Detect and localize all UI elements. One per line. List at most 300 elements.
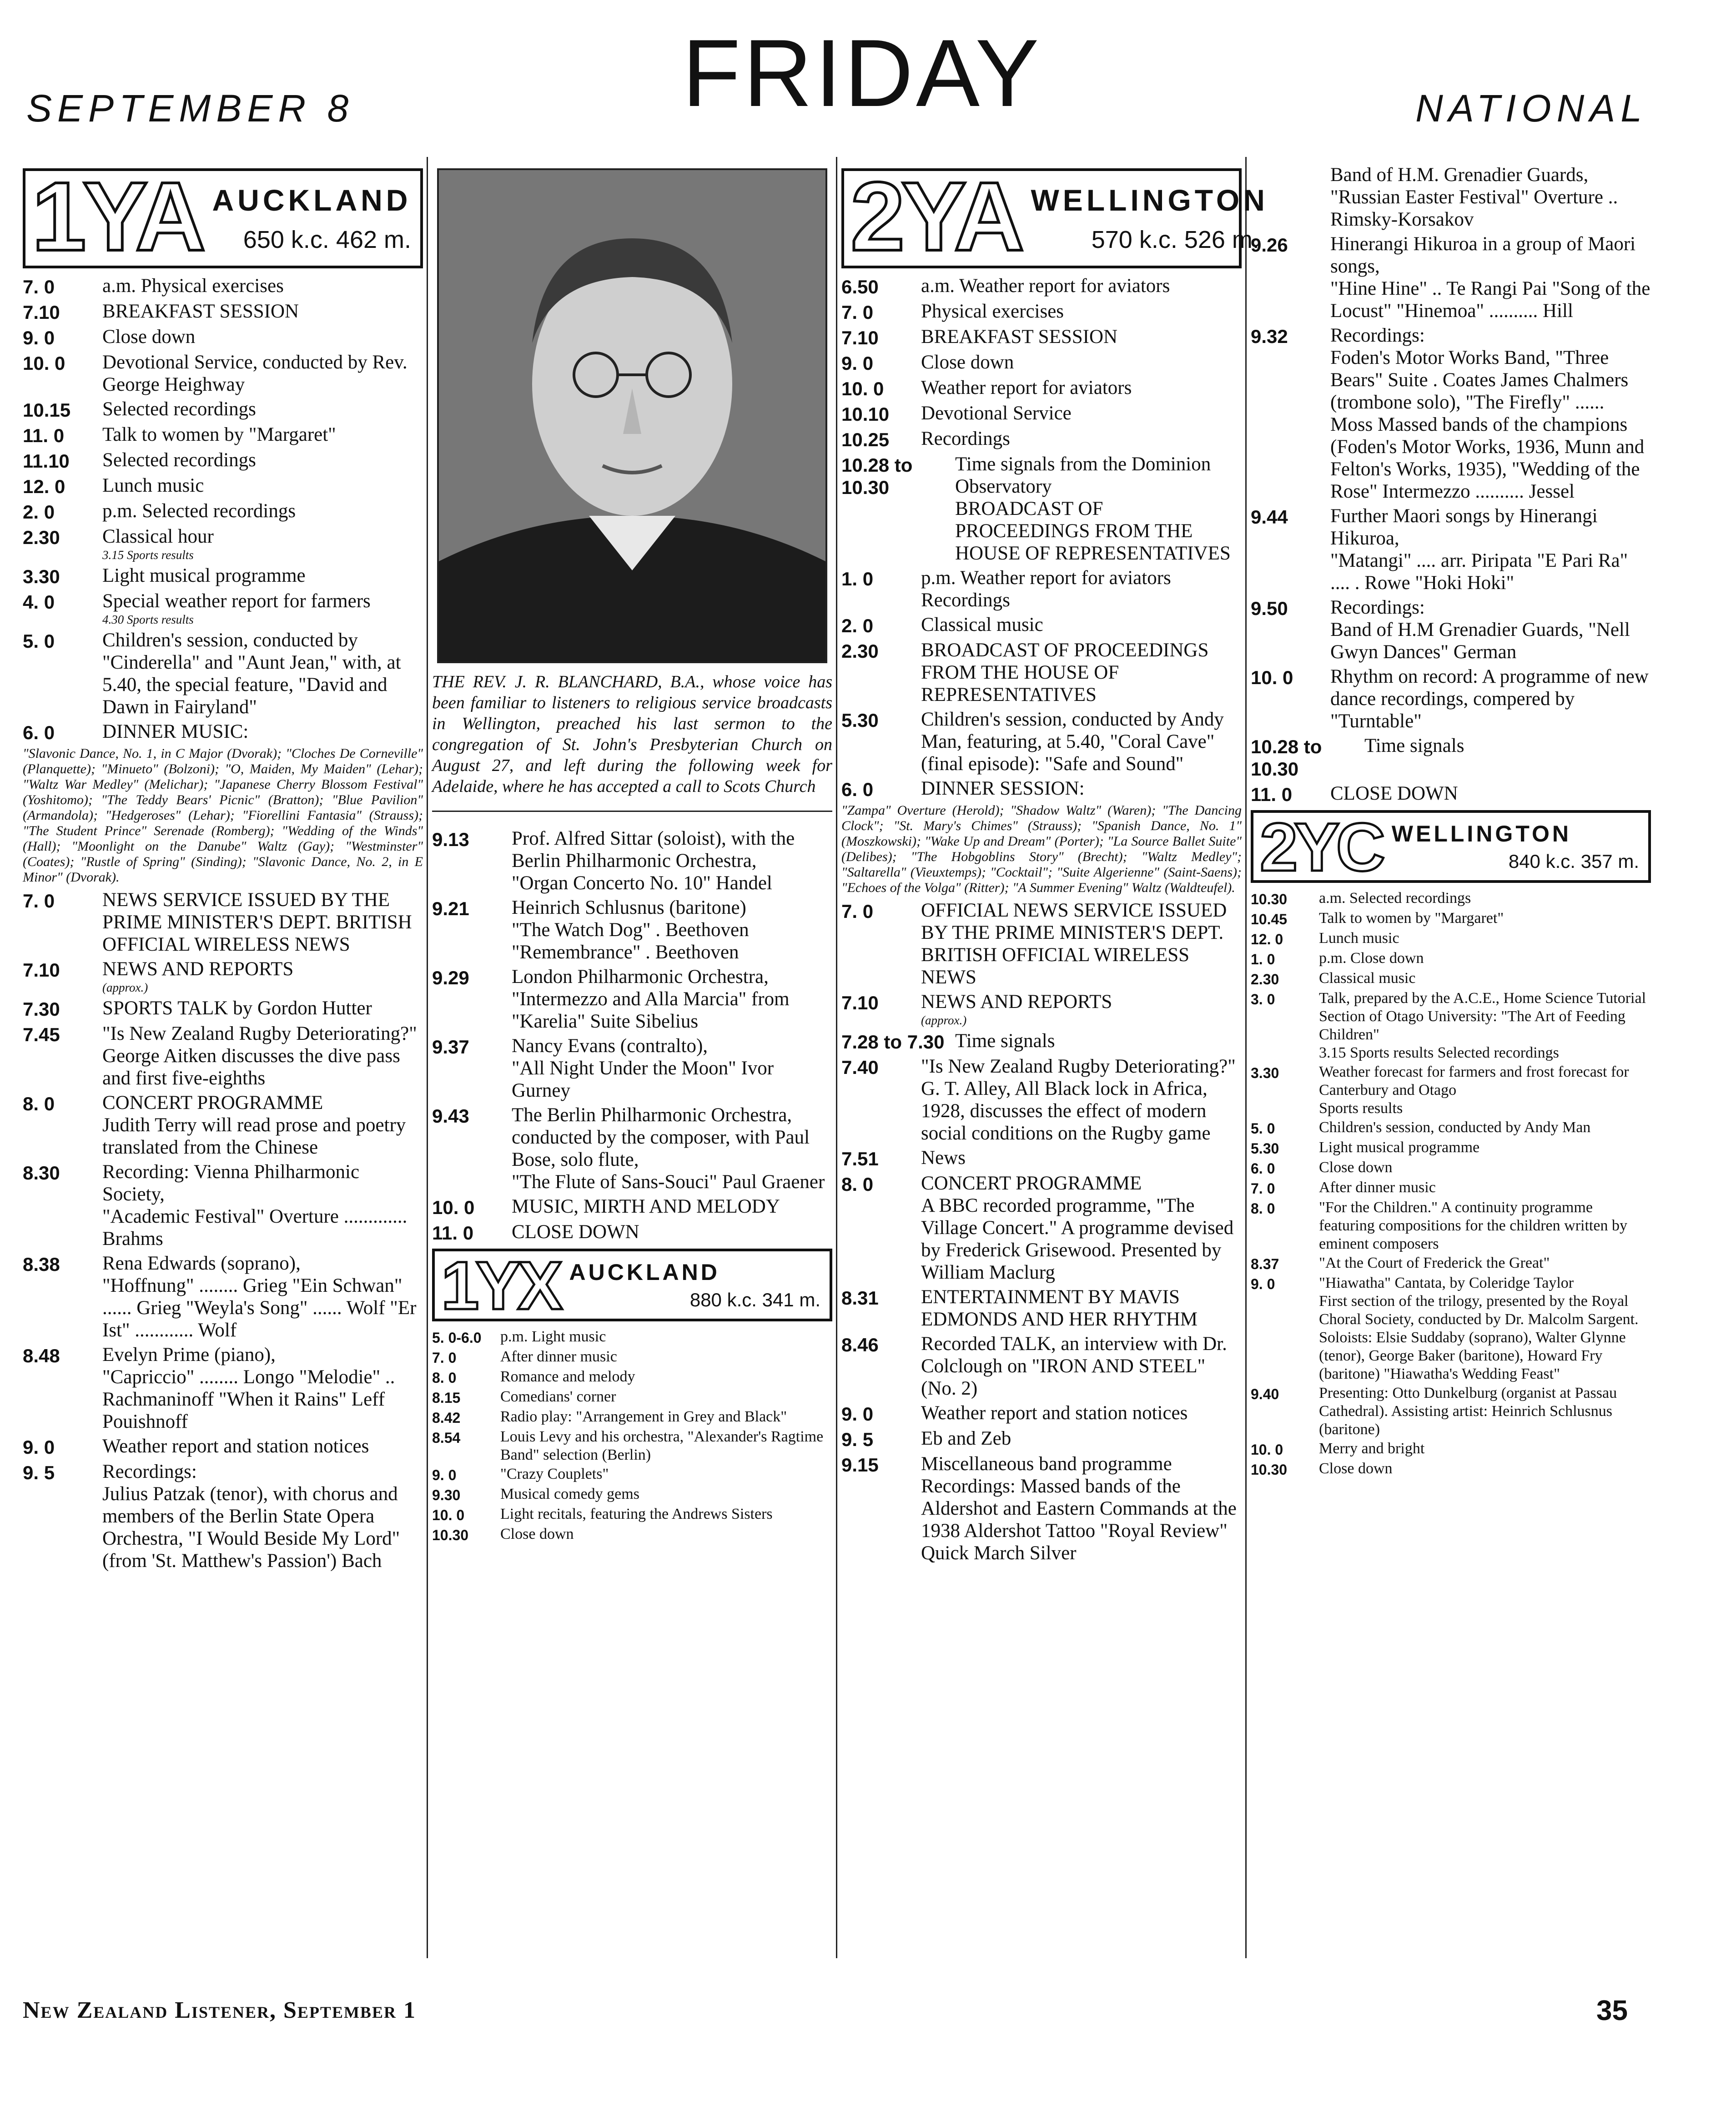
programme-row [841,1055,1242,1144]
programme-note: 3.15 Sports results [102,548,194,562]
station-city: AUCKLAND [569,1260,720,1285]
station-callsign: 1YX [441,1247,559,1324]
programme-time: 9. 0 [841,353,874,374]
station-box-1ya [23,161,423,271]
programme-row [841,453,1242,564]
programme-time: 7. 0 [841,901,874,922]
programme-entry [102,300,423,322]
programme-row [841,1286,1242,1330]
programme-row [432,1348,832,1367]
column-2ya-cont-2yc [1251,164,1651,1951]
programme-title: p.m. Close down [1319,950,1424,967]
programme-list [841,275,1242,801]
programme-time: 10. 0 [432,1507,465,1523]
programme-row [23,474,423,498]
programme-title: Recordings: [1330,597,1425,618]
programme-row [841,777,1242,801]
programme-title: Weather forecast for farmers and frost forecast for Canterbury and Otago [1319,1063,1629,1098]
programme-title: Presenting: Otto Dunkelburg (organist at Passau Cathedral). Assisting artist: Heinrich Schlusnus (baritone) [1319,1385,1617,1438]
station-city: WELLINGTON [1031,183,1268,217]
programme-entry [500,1348,832,1366]
programme-row [23,1344,423,1433]
programme-time: 7. 0 [432,1350,457,1366]
programme-detail: Recordings [921,589,1010,611]
station-box-1yx [432,1247,832,1324]
programme-title: Selected recordings [102,449,256,471]
programme-time: 1. 0 [1251,951,1275,967]
programme-entry [102,474,423,497]
programme-entry [500,1428,832,1464]
programme-entry [921,1147,1242,1169]
programme-row [432,1408,832,1427]
programme-title: Close down [500,1526,574,1542]
programme-title: Romance and melody [500,1368,635,1385]
programme-row [23,590,423,627]
programme-row [841,567,1242,611]
programme-entry [500,1485,832,1503]
programme-title: a.m. Selected recordings [1319,890,1471,907]
programme-time: 7.51 [841,1148,879,1169]
programme-title: Further Maori songs by Hinerangi Hikuroa, [1330,505,1598,549]
programme-row [1251,735,1651,780]
programme-time: 8. 0 [23,1093,55,1114]
column-rule-2 [836,157,837,1958]
programme-title: "Hiawatha" Cantata, by Coleridge Taylor [1319,1275,1574,1291]
programme-list [1251,233,1651,806]
programme-time: 10.28 to 10.30 [1251,736,1322,780]
programme-entry [1319,969,1651,988]
programme-time: 5.30 [841,710,879,731]
programme-row [23,525,423,562]
programme-time: 3.30 [1251,1065,1279,1081]
programme-entry [921,275,1242,297]
programme-title: Lunch music [102,475,204,496]
programme-time: 2.30 [23,527,60,548]
programme-entry [921,402,1242,424]
programme-entry [1319,949,1651,967]
programme-time: 2. 0 [841,615,874,636]
programme-title: "At the Court of Frederick the Great" [1319,1255,1550,1271]
programme-detail: "The Watch Dog" . Beethoven "Remembrance" . Beethoven [512,919,749,963]
programme-entry [1319,1254,1651,1272]
programme-entry [102,1092,423,1159]
programme-entry [1319,1384,1651,1439]
station-callsign: 1YA [32,161,202,271]
programme-entry [500,1368,832,1386]
programme-row [1251,1254,1651,1273]
programme-row [1251,324,1651,503]
station-info [1027,171,1268,266]
programme-entry [955,1030,1242,1052]
programme-entry [921,639,1242,706]
programme-title: SPORTS TALK by Gordon Hutter [102,998,372,1019]
programme-time: 9.37 [432,1036,469,1058]
programme-row [432,1368,832,1387]
programme-row [841,899,1242,988]
programme-title: NEWS AND REPORTS [921,991,1112,1013]
programme-entry [921,614,1242,636]
programme-row [1251,1159,1651,1178]
programme-time: 11. 0 [432,1222,474,1244]
programme-title: London Philharmonic Orchestra, [512,966,769,988]
programme-entry [921,991,1242,1028]
programme-time: 9.29 [432,967,469,988]
programme-time: 8. 0 [1251,1200,1275,1217]
programme-entry [102,1435,423,1457]
programme-time: 1. 0 [841,568,874,589]
programme-row [1251,909,1651,928]
programme-entry [1319,1274,1651,1383]
programme-title: CONCERT PROGRAMME [921,1173,1142,1194]
programme-row [23,958,423,995]
programme-row [841,377,1242,400]
programme-time: 12. 0 [1251,931,1283,947]
programme-time: 4. 0 [23,591,55,613]
programme-time: 8. 0 [432,1370,457,1386]
programme-entry [1319,1063,1651,1118]
programme-time: 10. 0 [1251,667,1293,688]
programme-title: NEWS AND REPORTS [102,958,294,980]
programme-row [432,966,832,1033]
programme-title: Time signals [955,1030,1055,1052]
programme-time: 9. 5 [23,1462,55,1483]
programme-row [1251,1139,1651,1158]
programme-entry [921,708,1242,775]
programme-title: "Is New Zealand Rugby Deteriorating?" G. T. Alley, All Black lock in Africa, 1928, discusses the effect of modern social conditions on the Rugby game [921,1056,1236,1144]
programme-entry [102,629,423,718]
programme-list-evening [841,899,1242,1564]
programme-time: 10.15 [23,399,71,421]
programme-title: Comedians' corner [500,1388,616,1405]
programme-time: 8.31 [841,1287,879,1309]
programme-row [23,629,423,718]
programme-title: a.m. Physical exercises [102,275,284,297]
station-info [1388,813,1648,880]
programme-title: "Crazy Couplets" [500,1466,609,1482]
programme-entry [921,428,1242,450]
programme-row [432,897,832,963]
programme-detail: Sports results [1319,1100,1403,1117]
programme-note: (approx.) [102,981,148,994]
programme-row [841,708,1242,775]
programme-time: 7.28 to 7.30 [841,1031,945,1053]
programme-time: 11.10 [23,450,70,472]
programme-title: Merry and bright [1319,1440,1425,1457]
programme-entry [102,326,423,348]
portrait-figure [439,170,825,661]
programme-time: 9. 0 [23,1436,55,1458]
programme-time: 10.30 [1251,891,1288,907]
dinner-music-list: "Slavonic Dance, No. 1, in C Major (Dvorak); "Cloches De Corneville" (Planquette); "Minueto" (Bolzoni); "O, Maiden, My Maiden" (Lehar); "Waltz War Medley" (Melichar); "Japanese Cherry Blossom Festival" (Yoshitomo); "The Teddy Bears' Picnic" (Bratton); "Blue Pavilion" (Armandola); "Hedgeroses" (Lehar); "Fiorellini Fantasia" (Strauss); "The Student Prince" Serenade (Romberg); "Wedding of the Winds" (Hall); "Moonlight on the Danube" Waltz (Gay); "Westminster" (Coates); "Rustle of Spring" (Sinding); "Slavonic Dance, No. 2, in E Minor" (Dvorak). [23,746,423,885]
programme-entry [921,377,1242,399]
programme-detail: Band of H.M Grenadier Guards, "Nell Gwyn Dances" German [1330,619,1630,663]
station-city: WELLINGTON [1391,821,1571,846]
programme-time: 9.13 [432,829,469,850]
programme-time: 7. 0 [23,276,55,297]
programme-entry [1330,782,1651,805]
header-network: NATIONAL [1415,87,1647,130]
programme-entry [102,720,423,743]
programme-entry [1319,1179,1651,1197]
programme-time: 8.37 [1251,1256,1279,1272]
programme-time: 5.30 [1251,1140,1279,1157]
programme-entry [921,1427,1242,1450]
programme-title: "Is New Zealand Rugby Deteriorating?" George Aitken discusses the dive pass and first five-eighths [102,1023,417,1089]
programme-time: 11. 0 [23,425,65,446]
programme-row [23,275,423,298]
programme-title: Eb and Zeb [921,1428,1011,1449]
programme-title: BROADCAST OF PROCEEDINGS FROM THE HOUSE OF REPRESENTATIVES [921,640,1209,705]
programme-entry [102,1344,423,1433]
programme-row [432,1388,832,1407]
programme-detail: "Hoffnung" ........ Grieg "Ein Schwan" ...... Grieg "Weyla's Song" ...... Wolf "Er Ist" ............ Wolf [102,1275,417,1341]
programme-title: Heinrich Schlusnus (baritone) [512,897,746,918]
programme-row [841,1402,1242,1425]
programme-title: Talk to women by "Margaret" [102,424,336,445]
programme-title: Radio play: "Arrangement in Grey and Black" [500,1408,787,1425]
programme-row [1251,949,1651,968]
programme-row [1251,1274,1651,1383]
programme-row [1251,969,1651,988]
station-callsign: 2YA [850,161,1021,271]
programme-time: 7.10 [23,959,60,981]
programme-title: "For the Children." A continuity programme featuring compositions for the children written by eminent composers [1319,1199,1627,1252]
station-frequency: 650 k.c. 462 m. [243,226,411,253]
programme-row [1251,1063,1651,1118]
programme-time: 6. 0 [1251,1160,1275,1177]
programme-time: 6. 0 [841,779,874,800]
programme-entry [102,449,423,471]
programme-entry [512,1195,832,1218]
programme-entry [500,1465,832,1483]
programme-row [841,614,1242,637]
programme-title: NEWS SERVICE ISSUED BY THE PRIME MINISTER'S DEPT. BRITISH OFFICIAL WIRELESS NEWS [102,889,412,955]
programme-row [841,1172,1242,1284]
programme-time: 7.45 [23,1024,60,1045]
programme-time: 10.30 [1251,1461,1288,1478]
programme-row [1251,1384,1651,1439]
programme-title: Hinerangi Hikuroa in a group of Maori songs, [1330,233,1636,277]
programme-title: Louis Levy and his orchestra, "Alexander's Ragtime Band" selection (Berlin) [500,1428,824,1463]
programme-row [23,398,423,421]
programme-time: 9.26 [1251,234,1288,256]
programme-title: The Berlin Philharmonic Orchestra, conducted by the composer, with Paul Bose, solo flute, [512,1104,810,1170]
header-day: FRIDAY [682,20,1042,126]
programme-row [841,326,1242,349]
programme-entry [1330,596,1651,663]
footer-publication: New Zealand Listener, September 1 [23,1997,416,2023]
programme-row [1251,929,1651,948]
programme-time: 9.50 [1251,598,1288,619]
programme-row [1251,1440,1651,1459]
programme-entry [1319,1460,1651,1478]
programme-row [1251,1460,1651,1479]
programme-note: (approx.) [921,1013,967,1027]
programme-title: Miscellaneous band programme [921,1453,1172,1475]
dinner-session-list: "Zampa" Overture (Herold); "Shadow Waltz" (Waren); "The Dancing Clock"; "St. Mary's Chimes" (Strauss); "Spanish Dance, No. 1" (Moszkowski); "Wake Up and Dream" (Porter); "La Source Ballet Suite" (Delibes); "The Hobgoblins Story" (Brecht); "Waltz Medley"; "Saltarella" (Vieuxtemps); "Cocktail"; "Suite Algerienne" (Saint-Saens); "Echoes of the Volga" (Ritter); "A Summer Evening" Waltz (Waldteufel). [841,803,1242,895]
programme-entry [512,897,832,963]
programme-title: Musical comedy gems [500,1486,639,1502]
programme-detail: "Organ Concerto No. 10" Handel [512,872,772,894]
programme-entry [512,1221,832,1243]
programme-entry [512,1104,832,1193]
programme-time: 8.46 [841,1334,879,1355]
programme-entry [921,1333,1242,1400]
programme-row [1251,782,1651,806]
programme-row [841,1453,1242,1564]
programme-title: Lunch music [1319,930,1399,947]
column-rule-1 [427,157,428,1958]
programme-title: BREAKFAST SESSION [921,326,1118,348]
programme-entry [921,351,1242,373]
programme-detail: "Academic Festival" Overture ............. Brahms [102,1206,408,1250]
station-callsign: 2YC [1260,809,1382,885]
programme-time: 7. 0 [1251,1180,1275,1197]
programme-list [432,827,832,1244]
programme-time: 2.30 [841,640,879,662]
programme-row [23,1252,423,1341]
continued-text: Band of H.M. Grenadier Guards, "Russian Easter Festival" Overture .. Rimsky-Korsakov [1330,164,1618,230]
programme-row [432,1525,832,1544]
programme-time: 8.30 [23,1162,60,1184]
programme-time: 7.10 [23,302,60,323]
programme-title: Talk to women by "Margaret" [1319,910,1504,927]
programme-time: 6.50 [841,276,879,297]
programme-entry [512,1035,832,1102]
programme-time: 5. 0 [23,630,55,652]
programme-entry [955,453,1242,564]
station-frequency: 840 k.c. 357 m. [1508,851,1639,872]
programme-row [23,500,423,523]
column-1yaa [23,161,423,1951]
programme-title: CLOSE DOWN [512,1221,639,1243]
programme-entry [921,326,1242,348]
programme-entry [1319,929,1651,947]
programme-time: 11. 0 [1251,784,1293,805]
station-city: AUCKLAND [212,183,412,217]
programme-row [432,1104,832,1193]
programme-detail: Judith Terry will read prose and poetry translated from the Chinese [102,1114,406,1158]
programme-detail: Recordings: Massed bands of the Aldershot and Eastern Commands at the 1938 Aldershot Tattoo "Royal Review" Quick March Silver [921,1476,1237,1564]
programme-title: Devotional Service, conducted by Rev. George Heighway [102,352,408,395]
programme-time: 9. 0 [1251,1276,1275,1292]
programme-entry [921,1172,1242,1284]
station-info [566,1251,830,1319]
programme-list-1yx [432,1328,832,1544]
programme-entry [102,958,423,995]
programme-entry [1319,909,1651,927]
programme-time: 9. 5 [841,1429,874,1450]
programme-time: 6. 0 [23,722,55,743]
programme-entry [102,351,423,396]
station-box-2yc [1251,810,1651,883]
programme-title: Special weather report for farmers [102,590,371,612]
programme-title: Light recitals, featuring the Andrews Sisters [500,1506,773,1522]
programme-row [23,1161,423,1250]
programme-title: Weather report and station notices [102,1436,369,1457]
programme-detail: "Hine Hine" .. Te Rangi Pai "Song of the Locust" "Hinemoa" .......... Hill [1330,278,1650,322]
programme-title: Light musical programme [1319,1139,1480,1156]
photo-caption: THE REV. J. R. BLANCHARD, B.A., whose voice has been familiar to listeners to religious service broadcasts in Wellington, preached his last sermon to the congregation of St. John's Presbyterian Church on August 27, and left during the following week for Adelaide, where he has accepted a call to Scots Church [432,672,832,796]
programme-time: 9. 0 [432,1467,457,1483]
programme-title: Devotional Service [921,403,1072,424]
programme-entry [102,1252,423,1341]
programme-time: 9.30 [432,1487,461,1503]
programme-entry [1330,233,1651,322]
programme-row [432,1221,832,1244]
programme-title: After dinner music [500,1348,617,1365]
programme-entry [102,564,423,587]
station-info [209,171,420,266]
programme-title: p.m. Weather report for aviators [921,567,1171,589]
programme-time: 7.30 [23,998,60,1020]
programme-row [1251,596,1651,663]
programme-row [23,1461,423,1572]
programme-detail: First section of the trilogy, presented by the Royal Choral Society, conducted by Dr. Malcolm Sargent. Soloists: Elsie Suddaby (soprano), Walter Glynne (tenor), George Baker (baritone), Howard Fry (baritone) "Hiawatha's Wedding Feast" [1319,1293,1639,1382]
programme-time: 7. 0 [23,890,55,912]
programme-time: 5. 0 [1251,1120,1275,1137]
programme-time: 10.28 to 10.30 [841,454,913,498]
programme-entry [1319,1119,1651,1137]
programme-row [23,1023,423,1089]
continued-item [1251,164,1651,231]
programme-time: 7. 0 [841,302,874,323]
programme-row [432,1195,832,1219]
programme-time: 10. 0 [1251,1441,1283,1458]
programme-title: News [921,1147,966,1169]
programme-time: 3.30 [23,566,60,587]
programme-row [432,1485,832,1504]
programme-entry [500,1408,832,1426]
programme-title: Recordings: [1330,325,1425,346]
programme-entry [102,500,423,522]
programme-entry [102,590,423,627]
programme-row [432,1465,832,1484]
programme-entry [500,1525,832,1543]
programme-row [23,423,423,447]
programme-entry [1319,889,1651,907]
programme-row [841,1333,1242,1400]
programme-title: Prof. Alfred Sittar (soloist), with the Berlin Philharmonic Orchestra, [512,828,795,872]
programme-title: After dinner music [1319,1179,1436,1196]
programme-entry [102,997,423,1019]
programme-time: 12. 0 [23,476,65,497]
programme-entry [500,1388,832,1406]
programme-title: Classical music [921,614,1043,635]
programme-time: 9. 0 [23,327,55,348]
programme-time: 9.15 [841,1454,879,1476]
programme-row [23,326,423,349]
programme-title: BREAKFAST SESSION [102,301,299,322]
programme-row [23,564,423,588]
programme-title: OFFICIAL NEWS SERVICE ISSUED BY THE PRIME MINISTER'S DEPT. BRITISH OFFICIAL WIRELESS NEWS [921,900,1227,988]
programme-row [23,889,423,956]
programme-row [23,720,423,744]
programme-row [841,275,1242,298]
programme-entry [921,899,1242,988]
programme-row [841,428,1242,451]
programme-title: Classical hour [102,526,214,547]
programme-row [841,1427,1242,1451]
programme-title: Close down [1319,1460,1393,1477]
programme-entry [512,827,832,894]
programme-row [1251,989,1651,1062]
programme-row [1251,1119,1651,1138]
programme-row [841,402,1242,425]
footer-page-number: 35 [1596,1995,1628,2026]
programme-row [432,827,832,894]
programme-title: MUSIC, MIRTH AND MELODY [512,1196,780,1217]
